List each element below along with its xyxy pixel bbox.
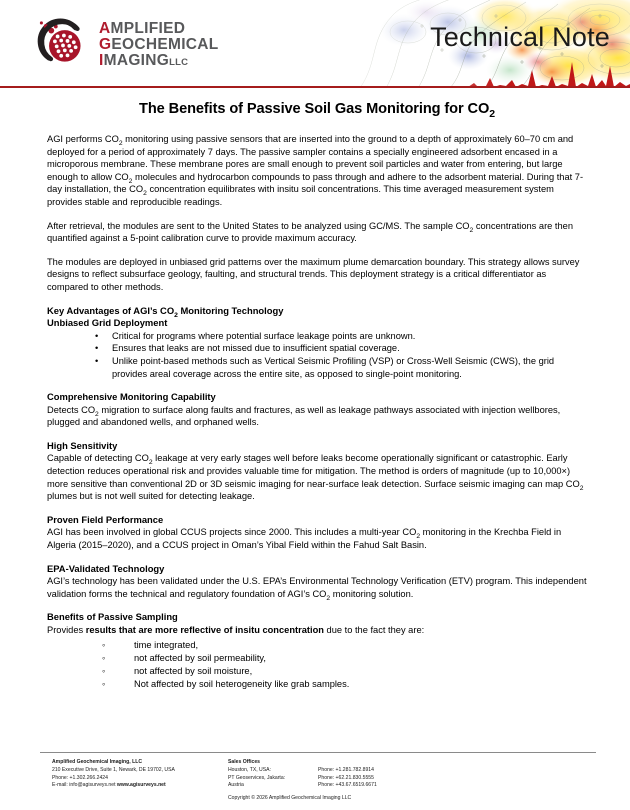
page-title-text: The Benefits of Passive Soil Gas Monitoring for CO: [139, 101, 490, 117]
logo-word-imaging: MAGING: [103, 51, 170, 69]
section-heading-proven-field-performance: Proven Field Performance: [47, 513, 164, 525]
subscript: 2: [128, 177, 133, 185]
benefits-lead-emphasis: results that are more reflective of insitu concentration: [85, 625, 324, 635]
section-heading-comprehensive-monitoring: Comprehensive Monitoring Capability: [47, 391, 216, 403]
footer-divider-rule: [40, 752, 596, 753]
paragraph-deployment: The modules are deployed in unbiased grid patterns over the maximum plume demarcation boundary. This strategy allows survey designs to reflect subsurface geology, faulting, and structural trends. This deployment strategy is a critical differentiator as compared to other methods.: [47, 256, 580, 292]
benefits-list: [47, 639, 587, 692]
section-heading-high-sensitivity: High Sensitivity: [47, 439, 118, 451]
document-body: [47, 101, 587, 691]
footer-office-name: PT Geoservices, Jakarta:: [228, 774, 286, 781]
page-header: [0, 0, 630, 88]
logo-line-amplified: [99, 21, 219, 37]
key-advantages-heading-pre: Key Advantages of AGI’s CO: [47, 304, 175, 316]
key-advantages-heading: [47, 305, 587, 318]
footer-company-email-row: [52, 782, 232, 790]
document-type-label: Technical Note: [430, 22, 610, 52]
list-item: ◦ not affected by soil moisture,: [102, 665, 587, 678]
footer-office-phone: Phone: +1.281.782.8914: [318, 766, 374, 773]
logo-letter-i: I: [99, 51, 104, 69]
subscript: 2: [326, 594, 331, 602]
footer-sales-offices-block: [228, 759, 318, 790]
paragraph-intro: AGI performs $CO_2$ monitoring using passive sensors that are inserted into the ground to a depth of approximately 60–70 cm and deployed for a period of approximately 7 days. The passive sampler contains a specially engineered adsorbent encased in a microporous membrane. These membrane pores are small enough to prevent soil particles and water from entering, but large enough to allow $CO_2$ molecules and hydrocarbon compounds to pass through and adhere to the adsorbent material. During that 7-day installation, the $CO_2$ concentration equilibrates with insitu soil concentrations. This time averaged measurement system provides stable and reproducible readings.: [47, 134, 584, 207]
footer-company-phone: Phone: +1.302.266.2424: [52, 774, 108, 781]
key-advantages-heading-post: Monitoring Technology: [177, 304, 284, 316]
subscript: 2: [148, 459, 153, 467]
section-body-high-sensitivity: Capable of detecting $CO_2$ leakage at very early stages well before leaks become operationally significant or catastrophic. Early detection reduces operational risk and provides valuable time for mitigation. The method is orders of magnitude (up to 10,000×) more sensitive than conventional 2D or 3D seismic imaging for near-surface leak detection. Surface seismic imaging can map $CO_2$ plumes but is not well suited for detecting leakage.: [47, 453, 584, 502]
footer-office-name: Austria: [228, 782, 244, 789]
section-heading-unbiased-grid: Unbiased Grid Deployment: [47, 317, 168, 329]
logo-letter-g: G: [99, 36, 112, 54]
header-divider-rule: [0, 86, 630, 88]
list-item: • Critical for programs where potential surface leakage points are unknown.: [95, 330, 587, 343]
paragraph-analysis: After retrieval, the modules are sent to the United States to be analyzed using GC/MS. The sample $CO_2$ concentrations are then quantified against a 5-point calibration curve to provide maximum accuracy.: [47, 220, 574, 244]
footer-company-email[interactable]: E-mail: info@agisurveys.net: [52, 782, 116, 789]
list-item: • Ensures that leaks are not missed due to insufficient spatial coverage.: [95, 342, 587, 355]
footer-company-block: [52, 759, 232, 790]
logo-letter-a: A: [99, 20, 111, 38]
section-body-comprehensive-monitoring: Detects $CO_2$ migration to surface along faults and fractures, as well as leakage pathways associated with injection wellbores, plugged and abandoned wells, and orphaned wells.: [47, 404, 561, 428]
footer-company-name: Amplified Geochemical Imaging, LLC: [52, 759, 143, 765]
logo-word-geochemical: EOCHEMICAL: [111, 36, 219, 54]
paragraph-blocks: [47, 133, 587, 294]
bullet-list-unbiased-grid: [47, 330, 587, 380]
subscript: 2: [469, 226, 474, 234]
footer-office-phone: Phone: +62.21.830.5555: [318, 774, 374, 781]
footer-company-website[interactable]: www.agisurveys.net: [116, 782, 166, 789]
footer-spacer: [318, 759, 478, 767]
section-body-proven-field-performance: AGI has been involved in global CCUS projects since 2000. This includes a multi-year $CO_2$ monitoring in the Krechba Field in Algeria (2015–2020), and a CCUS project in Oman’s Yibal Field within the Fahud Salt Basin.: [47, 527, 562, 551]
footer-sales-phones-block: [318, 759, 478, 790]
logo-word-llc: LLC: [169, 56, 189, 68]
page-title-subscript: 2: [489, 107, 495, 120]
footer-company-address: 210 Executive Drive, Suite 1, Newark, DE 19702, USA: [52, 766, 175, 773]
company-logo-text: [99, 21, 219, 68]
list-item: • Unlike point-based methods such as Vertical Seismic Profiling (VSP) or Cross-Well Seismic (CWS), the grid provides areal coverage across the entire site, as opposed to single-point monitoring.: [95, 355, 587, 380]
list-item: ◦ not affected by soil permeability,: [102, 652, 587, 665]
company-logo[interactable]: [36, 17, 219, 73]
footer-copyright: Copyright © 2026 Amplified Geochemical Imaging LLC: [228, 795, 352, 801]
list-item: ◦ time integrated,: [102, 639, 587, 652]
subscript: 2: [95, 410, 99, 418]
section-heading-benefits-passive-sampling: Benefits of Passive Sampling: [47, 611, 178, 623]
logo-line-geochemical: [99, 37, 219, 53]
section-heading-epa-validated: EPA-Validated Technology: [47, 562, 165, 574]
logo-word-amplified: MPLIFIED: [110, 20, 186, 38]
subscript: 2: [416, 533, 421, 541]
benefits-lead-post: due to the fact they are:: [323, 625, 425, 635]
list-item: ◦ Not affected by soil heterogeneity like grab samples.: [102, 678, 587, 691]
subscript: 2: [143, 190, 147, 198]
page-title: [47, 101, 587, 120]
footer-sales-heading: Sales Offices: [228, 759, 260, 765]
benefits-lead-text: [47, 624, 587, 637]
subscript: 2: [579, 484, 584, 492]
subscript: 2: [118, 139, 123, 147]
benefits-lead-pre: Provides: [47, 625, 86, 635]
key-advantages-heading-sub: 2: [174, 311, 178, 319]
logo-line-imaging: [99, 53, 219, 69]
section-body-epa-validated: AGI’s technology has been validated under the U.S. EPA’s Environmental Technology Verification (ETV) program. This independent validation forms the technical and regulatory foundation of AGI’s $CO_2$ monitoring solution.: [47, 576, 587, 602]
agi-molecule-logo-mark: [36, 17, 90, 73]
footer-office-phone: Phone: +43.67.6519.6671: [318, 782, 377, 789]
footer-office-name: Houston, TX, USA:: [228, 766, 271, 773]
